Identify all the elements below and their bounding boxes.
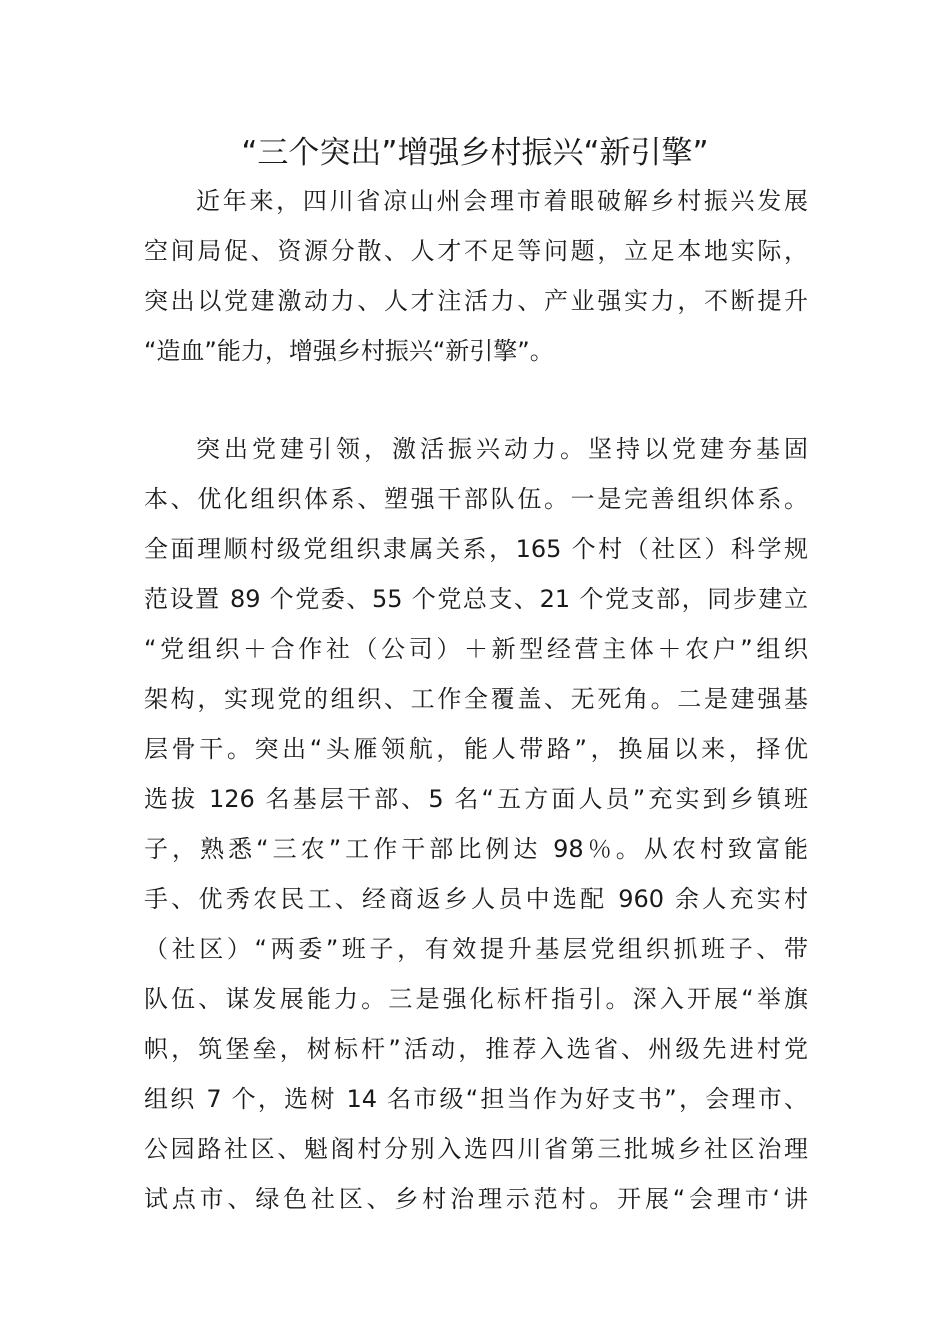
paragraph-line: 试点市、绿色社区、乡村治理示范村。开展“会理市‘讲 — [144, 1185, 808, 1213]
paragraph-line: 突出党建引领，激活振兴动力。坚持以党建夯基固 — [196, 435, 808, 463]
paragraph-line: 近年来，四川省凉山州会理市着眼破解乡村振兴发展 — [196, 187, 808, 215]
paragraph-line: 空间局促、资源分散、人才不足等问题，立足本地实际， — [144, 237, 808, 265]
paragraph-line: 手、优秀农民工、经商返乡人员中选配 960 余人充实村 — [144, 885, 808, 913]
paragraph-line: 突出以党建激动力、人才注活力、产业强实力，不断提升 — [144, 287, 808, 315]
paragraph-line: 选拔 126 名基层干部、5 名“五方面人员”充实到乡镇班 — [144, 785, 808, 813]
document-title: “三个突出”增强乡村振兴“新引擎” — [241, 135, 709, 171]
paragraph-line: “党组织＋合作社（公司）＋新型经营主体＋农户”组织 — [144, 635, 808, 663]
paragraph-line: 公园路社区、魁阁村分别入选四川省第三批城乡社区治理 — [144, 1135, 808, 1163]
paragraph-line: 架构，实现党的组织、工作全覆盖、无死角。二是建强基 — [144, 685, 808, 713]
paragraph-line: 层骨干。突出“头雁领航，能人带路”，换届以来，择优 — [144, 735, 808, 763]
paragraph-party-building — [144, 424, 808, 1224]
paragraph-intro — [144, 176, 808, 376]
paragraph-line: （社区）“两委”班子，有效提升基层党组织抓班子、带 — [144, 935, 808, 963]
paragraph-line: 帜，筑堡垒，树标杆”活动，推荐入选省、州级先进村党 — [144, 1035, 808, 1063]
paragraph-line: 本、优化组织体系、塑强干部队伍。一是完善组织体系。 — [144, 485, 808, 513]
paragraph-line: 组织 7 个，选树 14 名市级“担当作为好支书”，会理市、 — [144, 1085, 808, 1113]
paragraph-line: 全面理顺村级党组织隶属关系，165 个村（社区）科学规 — [144, 535, 808, 563]
paragraph-line: 队伍、谋发展能力。三是强化标杆指引。深入开展“举旗 — [144, 985, 808, 1013]
paragraph-line: “造血”能力，增强乡村振兴“新引擎”。 — [144, 337, 554, 365]
paragraph-line: 范设置 89 个党委、55 个党总支、21 个党支部，同步建立 — [144, 585, 808, 613]
paragraph-line: 子，熟悉“三农”工作干部比例达 98％。从农村致富能 — [144, 835, 808, 863]
